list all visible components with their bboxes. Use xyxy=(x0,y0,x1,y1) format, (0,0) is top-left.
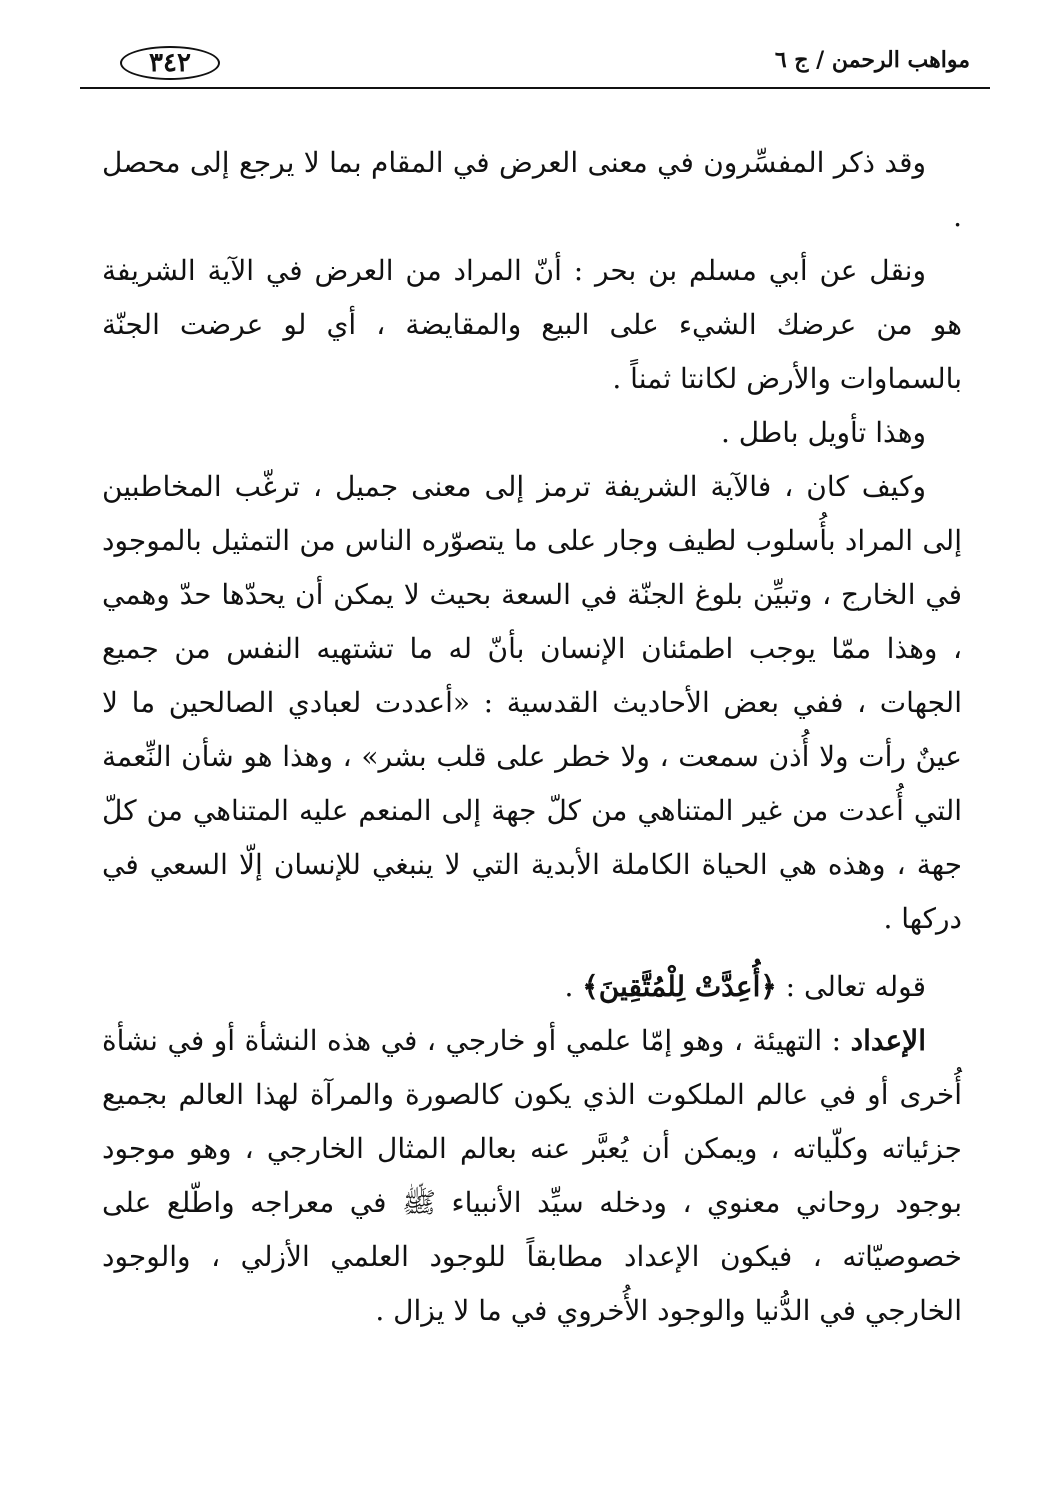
verse-quote: ﴿أُعِدَّتْ لِلْمُتَّقِينَ﴾ xyxy=(582,970,777,1003)
verse-end: . xyxy=(564,970,583,1003)
verse-lead: قوله تعالى : xyxy=(776,970,926,1003)
definition-paragraph xyxy=(102,1014,962,1338)
body-text xyxy=(102,136,962,1338)
definition-text: : التهيئة ، وهو إمّا علمي أو خارجي ، في هذه النشأة أو في نشأة أُخرى أو في عالم الملكوت الذي يكون كالصورة والمرآة لهذا العالم بجميع جزئياته وكلّياته ، ويمكن أن يُعبَّر عنه بعالم المثال الخارجي ، وهو موجود بوجود روحاني معنوي ، ودخله سيِّد الأنبياء ﷺ في معراجه واطّلع على خصوصيّاته ، فيكون الإعداد مطابقاً للوجود العلمي الأزلي ، والوجود الخارجي في الدُّنيا والوجود الأُخروي في ما لا يزال . xyxy=(102,1024,962,1327)
header-rule xyxy=(80,87,990,89)
paragraph-1: وقد ذكر المفسِّرون في معنى العرض في المقام بما لا يرجع إلى محصل . xyxy=(102,146,962,233)
paragraph-4: وكيف كان ، فالآية الشريفة ترمز إلى معنى جميل ، ترغّب المخاطبين إلى المراد بأُسلوب لطيف وجار على ما يتصوّره الناس من التمثيل بالموجود في الخارج ، وتبيِّن بلوغ الجنّة في السعة بحيث لا يمكن أن يحدّها حدّ وهمي ، وهذا ممّا يوجب اطمئنان الإنسان بأنّ له ما تشتهيه النفس من جميع الجهات ، ففي بعض الأحاديث القدسية : «أعددت لعبادي الصالحين ما لا عينٌ رأت ولا أُذن سمعت ، ولا خطر على قلب بشر» ، وهذا هو شأن النِّعمة التي أُعدت من غير المتناهي من كلّ جهة إلى المنعم عليه المتناهي من كلّ جهة ، وهذه هي الحياة الكاملة الأبدية التي لا ينبغي للإنسان إلّا السعي في دركها . xyxy=(102,470,963,935)
paragraph-2: ونقل عن أبي مسلم بن بحر : أنّ المراد من العرض في الآية الشريفة هو من عرضك الشيء على البيع والمقايضة ، أي لو عرضت الجنّة بالسماوات والأرض لكانتا ثمناً . xyxy=(102,254,962,395)
definition-term: الإعداد xyxy=(850,1024,926,1057)
verse-line xyxy=(102,960,962,1014)
paragraph-3: وهذا تأويل باطل . xyxy=(720,416,926,449)
page-number: ٣٤٢ xyxy=(120,46,220,80)
running-title: مواهب الرحمن / ج ٦ xyxy=(774,47,970,73)
page-header xyxy=(80,40,990,90)
